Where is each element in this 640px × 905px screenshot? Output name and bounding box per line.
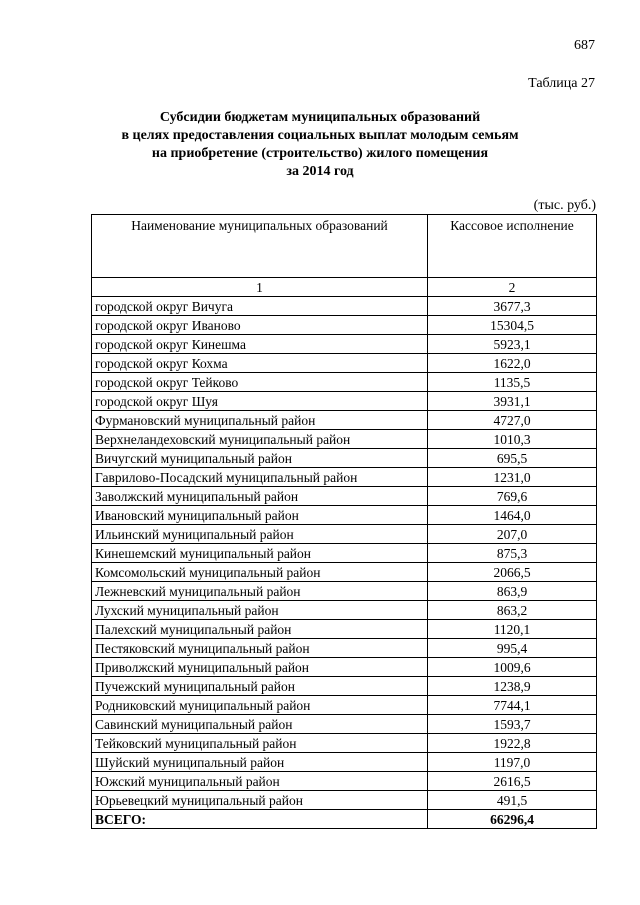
header-row xyxy=(92,215,597,278)
table-row xyxy=(92,563,597,582)
municipality-name: городской округ Иваново xyxy=(92,316,428,335)
table-label: Таблица 27 xyxy=(528,76,595,91)
cash-execution-value: 1120,1 xyxy=(428,620,597,639)
table-row xyxy=(92,468,597,487)
municipality-name: Ильинский муниципальный район xyxy=(92,525,428,544)
municipality-name: Пестяковский муниципальный район xyxy=(92,639,428,658)
total-row xyxy=(92,810,597,829)
table-row xyxy=(92,430,597,449)
table-row xyxy=(92,411,597,430)
table-row xyxy=(92,639,597,658)
table-row xyxy=(92,582,597,601)
cash-execution-value: 695,5 xyxy=(428,449,597,468)
municipality-name: Заволжский муниципальный район xyxy=(92,487,428,506)
cash-execution-value: 875,3 xyxy=(428,544,597,563)
title-line: в целях предоставления социальных выплат молодым семьям xyxy=(121,128,519,143)
cash-execution-value: 1009,6 xyxy=(428,658,597,677)
municipality-name: Фурмановский муниципальный район xyxy=(92,411,428,430)
document-title xyxy=(0,109,640,181)
municipality-name: Савинский муниципальный район xyxy=(92,715,428,734)
municipality-name: Лежневский муниципальный район xyxy=(92,582,428,601)
cash-execution-value: 7744,1 xyxy=(428,696,597,715)
cash-execution-value: 1238,9 xyxy=(428,677,597,696)
table-row xyxy=(92,506,597,525)
table-row xyxy=(92,449,597,468)
municipality-name: Гаврилово-Посадский муниципальный район xyxy=(92,468,428,487)
cash-execution-value: 5923,1 xyxy=(428,335,597,354)
cash-execution-value: 2616,5 xyxy=(428,772,597,791)
municipality-name: Кинешемский муниципальный район xyxy=(92,544,428,563)
total-label: ВСЕГО: xyxy=(92,810,428,829)
cash-execution-value: 15304,5 xyxy=(428,316,597,335)
total-value: 66296,4 xyxy=(428,810,597,829)
cash-execution-value: 3931,1 xyxy=(428,392,597,411)
municipality-name: Южский муниципальный район xyxy=(92,772,428,791)
table-row xyxy=(92,753,597,772)
table-row xyxy=(92,487,597,506)
cash-execution-value: 1231,0 xyxy=(428,468,597,487)
cash-execution-value: 863,2 xyxy=(428,601,597,620)
table-row xyxy=(92,335,597,354)
column-numbers-row xyxy=(92,278,597,297)
table-row xyxy=(92,772,597,791)
table-row xyxy=(92,354,597,373)
cash-execution-value: 1593,7 xyxy=(428,715,597,734)
cash-execution-value: 1464,0 xyxy=(428,506,597,525)
municipality-name: Родниковский муниципальный район xyxy=(92,696,428,715)
cash-execution-value: 769,6 xyxy=(428,487,597,506)
table-row xyxy=(92,620,597,639)
municipality-name: Лухский муниципальный район xyxy=(92,601,428,620)
table-row xyxy=(92,734,597,753)
table-row xyxy=(92,373,597,392)
municipality-name: Палехский муниципальный район xyxy=(92,620,428,639)
table-row xyxy=(92,677,597,696)
table-row xyxy=(92,601,597,620)
table-row xyxy=(92,544,597,563)
cash-execution-value: 863,9 xyxy=(428,582,597,601)
title-line: на приобретение (строительство) жилого помещения xyxy=(151,146,489,161)
cash-execution-value: 491,5 xyxy=(428,791,597,810)
municipality-name: городской округ Кохма xyxy=(92,354,428,373)
municipality-name: Приволжский муниципальный район xyxy=(92,658,428,677)
header-value: Кассовое исполнение xyxy=(428,215,597,278)
municipality-name: городской округ Вичуга xyxy=(92,297,428,316)
title-line: Субсидии бюджетам муниципальных образований xyxy=(159,110,481,125)
cash-execution-value: 1197,0 xyxy=(428,753,597,772)
cash-execution-value: 1922,8 xyxy=(428,734,597,753)
table-row xyxy=(92,658,597,677)
municipality-name: Пучежский муниципальный район xyxy=(92,677,428,696)
cash-execution-value: 1622,0 xyxy=(428,354,597,373)
municipality-name: Комсомольский муниципальный район xyxy=(92,563,428,582)
column-number: 1 xyxy=(92,278,428,297)
header-name: Наименование муниципальных образований xyxy=(92,215,428,278)
municipality-name: городской округ Шуя xyxy=(92,392,428,411)
table-row xyxy=(92,297,597,316)
cash-execution-value: 3677,3 xyxy=(428,297,597,316)
municipality-name: Тейковский муниципальный район xyxy=(92,734,428,753)
municipality-name: городской округ Кинешма xyxy=(92,335,428,354)
municipality-name: городской округ Тейково xyxy=(92,373,428,392)
column-number: 2 xyxy=(428,278,597,297)
page-number: 687 xyxy=(574,38,595,53)
table-row xyxy=(92,316,597,335)
cash-execution-value: 2066,5 xyxy=(428,563,597,582)
table-row xyxy=(92,791,597,810)
cash-execution-value: 207,0 xyxy=(428,525,597,544)
municipality-name: Ивановский муниципальный район xyxy=(92,506,428,525)
municipality-name: Вичугский муниципальный район xyxy=(92,449,428,468)
table-row xyxy=(92,525,597,544)
cash-execution-value: 1135,5 xyxy=(428,373,597,392)
municipality-name: Юрьевецкий муниципальный район xyxy=(92,791,428,810)
cash-execution-value: 1010,3 xyxy=(428,430,597,449)
title-line: за 2014 год xyxy=(286,164,354,179)
table-row xyxy=(92,715,597,734)
table-row xyxy=(92,696,597,715)
table-row xyxy=(92,392,597,411)
cash-execution-value: 995,4 xyxy=(428,639,597,658)
municipality-name: Верхнеландеховский муниципальный район xyxy=(92,430,428,449)
municipality-name: Шуйский муниципальный район xyxy=(92,753,428,772)
cash-execution-value: 4727,0 xyxy=(428,411,597,430)
units-label: (тыс. руб.) xyxy=(533,198,596,213)
subsidies-table xyxy=(91,214,597,829)
